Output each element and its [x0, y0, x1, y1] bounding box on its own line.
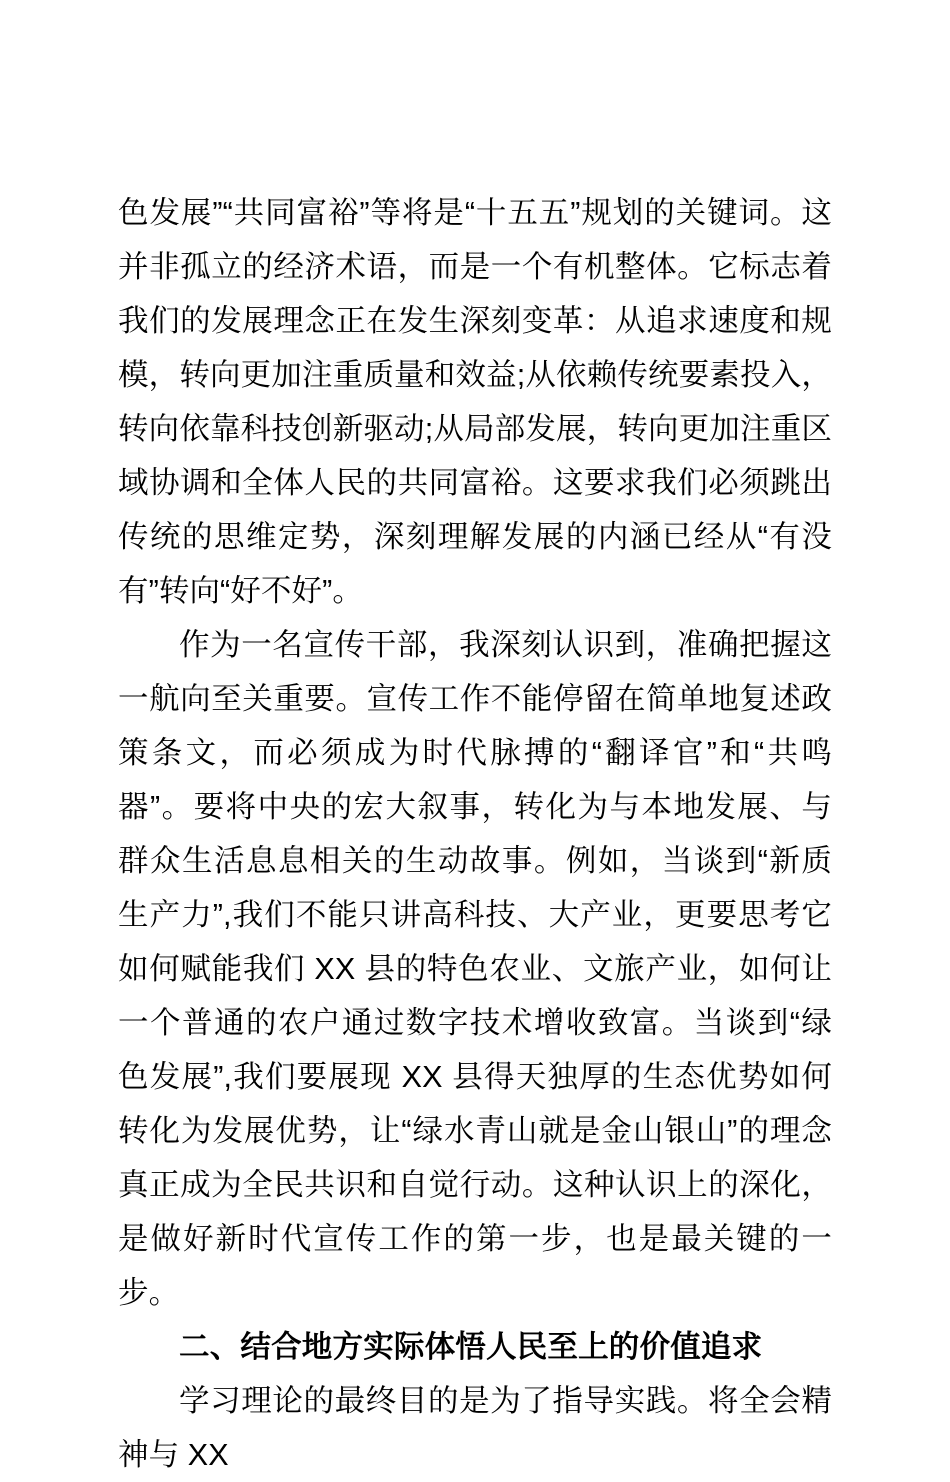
body-paragraph-propaganda-cadre: 作为一名宣传干部，我深刻认识到，准确把握这一航向至关重要。宣传工作不能停留在简单地复述政策条文，而必须成为时代脉搏的“翻译官”和“共鸣器”。要将中央的宏大叙事，转化为与本地发展、与群众生活息息相关的生动故事。例如，当谈到“新质生产力”,我们不能只讲高科技、大产业，更要思考它如何赋能我们 XX 县的特色农业、文旅产业，如何让一个普通的农户通过数字技术增收致富。当谈到“绿色发展”,我们要展现 XX 县得天独厚的生态优势如何转化为发展优势，让“绿水青山就是金山银山”的理念真正成为全民共识和自觉行动。这种认识上的深化，是做好新时代宣传工作的第一步，也是最关键的一步。: [118, 628, 832, 1310]
body-paragraph-theory-practice: 学习理论的最终目的是为了指导实践。将全会精神与 XX: [118, 1384, 832, 1472]
document-text-column: [118, 186, 832, 1482]
section-heading-two: 二、结合地方实际体悟人民至上的价值追求: [179, 1330, 763, 1364]
body-paragraph-continuation: 色发展”“共同富裕”等将是“十五五”规划的关键词。这并非孤立的经济术语，而是一个有机整体。它标志着我们的发展理念正在发生深刻变革：从追求速度和规模，转向更加注重质量和效益;从依赖传统要素投入，转向依靠科技创新驱动;从局部发展，转向更加注重区域协调和全体人民的共同富裕。这要求我们必须跳出传统的思维定势，深刻理解发展的内涵已经从“有没有”转向“好不好”。: [118, 196, 832, 608]
